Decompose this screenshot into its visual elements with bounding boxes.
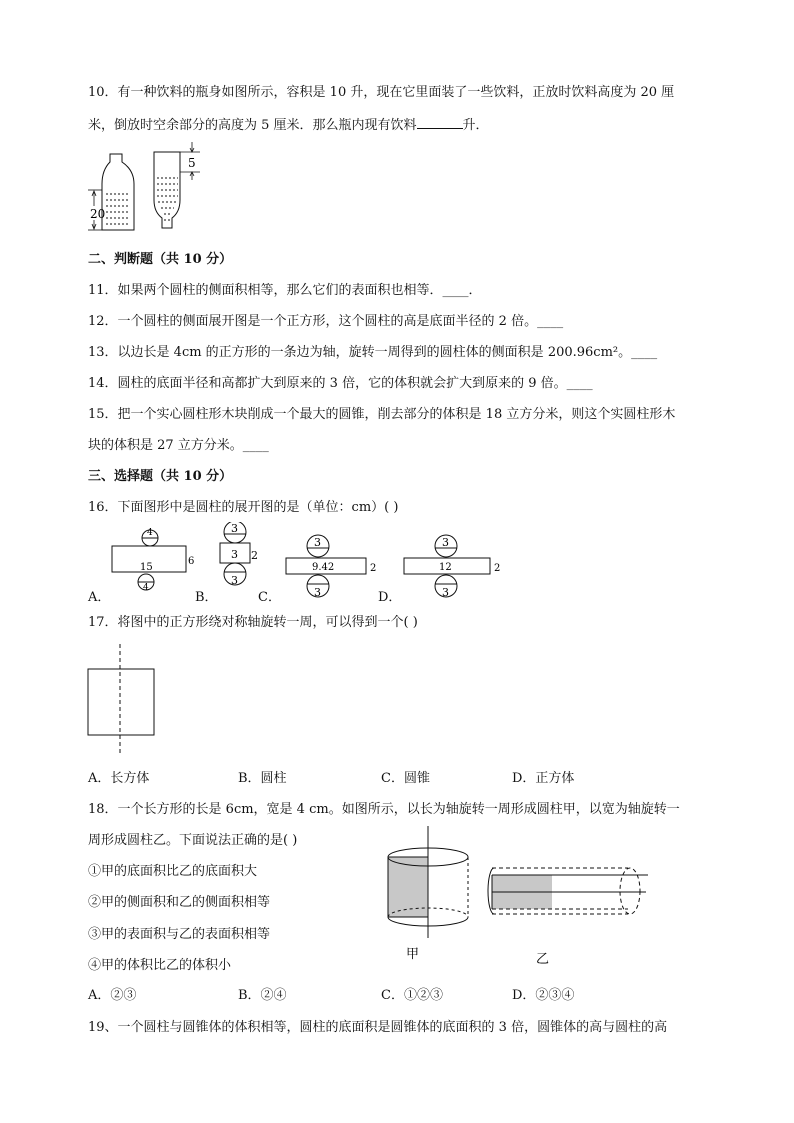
q15-line1: 15．把一个实心圆柱形木块削成一个最大的圆锥，削去部分的体积是 18 立方分米，则这个实圆柱形木: [88, 407, 676, 422]
bottle-figure: [82, 140, 212, 236]
cylinder-yi: [488, 868, 648, 914]
q17: 17．将图中的正方形绕对称轴旋转一周，可以得到一个( ): [88, 615, 418, 630]
q16-fig-d: [404, 535, 500, 599]
q18-cylinders-figure: [378, 824, 648, 972]
svg-text:3: 3: [314, 586, 321, 599]
label-yi: 乙: [536, 952, 550, 967]
svg-text:4: 4: [147, 528, 153, 538]
q16-figures: [84, 522, 524, 608]
section3-title: 三、选择题（共 10 分）: [88, 469, 233, 484]
q18-line2: 周形成圆柱乙。下面说法正确的是( ): [88, 833, 298, 848]
q19: 19、一个圆柱与圆锥体的体积相等，圆柱的底面积是圆锥体的底面积的 3 倍，圆锥体的高与圆柱的高: [88, 1020, 668, 1035]
svg-text:4: 4: [143, 583, 149, 593]
svg-text:3: 3: [442, 586, 449, 599]
q17-square-figure: [84, 644, 164, 756]
svg-text:2: 2: [494, 563, 501, 574]
q16-fig-c: [286, 535, 376, 599]
svg-text:6: 6: [188, 556, 195, 567]
q10-line1: 10．有一种饮料的瓶身如图所示，容积是 10 升，现在它里面装了一些饮料，正放时饮料高度为 20 厘: [88, 85, 675, 100]
q16-fig-b: [220, 522, 258, 587]
q16: 16．下面图形中是圆柱的展开图的是（单位：cm）( ): [88, 500, 399, 515]
q12: 12．一个圆柱的侧面展开图是一个正方形，这个圆柱的高是底面半径的 2 倍。____: [88, 314, 564, 329]
q16-option-a[interactable]: A．: [88, 590, 111, 605]
section2-title: 二、判断题（共 10 分）: [88, 252, 233, 267]
q17-option-a[interactable]: A．长方体: [88, 771, 150, 786]
svg-text:3: 3: [231, 522, 238, 535]
q18-line1: 18．一个长方形的长是 6cm，宽是 4 cm。如图所示，以长为轴旋转一周形成圆柱甲，以宽为轴旋转一: [88, 802, 680, 817]
q18-statement-3: ③甲的表面积与乙的表面积相等: [88, 927, 271, 942]
q17-option-d[interactable]: D．正方体: [512, 771, 575, 786]
q11: 11．如果两个圆柱的侧面积相等，那么它们的表面积也相等．____．: [88, 283, 482, 298]
q10-answer-blank[interactable]: [417, 115, 463, 129]
label-jia: 甲: [406, 947, 420, 962]
q17-option-c[interactable]: C．圆锥: [381, 771, 430, 786]
q17-option-b[interactable]: B．圆柱: [238, 771, 287, 786]
q15-line2: 块的体积是 27 立方分米。____: [88, 438, 269, 453]
q10-line2: [88, 115, 489, 135]
q14: 14．圆柱的底面半径和高都扩大到原来的 3 倍，它的体积就会扩大到原来的 9 倍。____: [88, 376, 593, 391]
svg-text:12: 12: [439, 562, 452, 573]
svg-text:2: 2: [251, 549, 258, 562]
q10-line2-pre: 米，倒放时空余部分的高度为 5 厘米．那么瓶内现有饮料: [88, 118, 417, 133]
svg-text:3: 3: [231, 548, 238, 561]
svg-text:3: 3: [442, 536, 449, 549]
cylinder-jia: [388, 826, 468, 938]
svg-text:3: 3: [314, 536, 321, 549]
q18-statement-2: ②甲的侧面积和乙的侧面积相等: [88, 895, 271, 910]
q18-option-d[interactable]: D．②③④: [512, 988, 575, 1003]
svg-text:15: 15: [140, 562, 153, 573]
q16-option-c[interactable]: C．: [258, 590, 281, 605]
q18-statement-4: ④甲的体积比乙的体积小: [88, 958, 232, 973]
svg-text:3: 3: [231, 574, 238, 587]
q18-option-a[interactable]: A．②③: [88, 988, 137, 1003]
q16-option-b[interactable]: B．: [195, 590, 218, 605]
label-20: 20: [90, 207, 106, 221]
q18-statement-1: ①甲的底面积比乙的底面积大: [88, 864, 258, 879]
q16-option-d[interactable]: D．: [378, 590, 402, 605]
q18-option-b[interactable]: B．②④: [238, 988, 287, 1003]
q16-fig-a: [112, 528, 194, 593]
svg-text:2: 2: [370, 563, 377, 574]
label-5: 5: [188, 156, 196, 170]
q10-line2-post: 升．: [462, 118, 489, 133]
q18-option-c[interactable]: C．①②③: [381, 988, 443, 1003]
svg-text:9.42: 9.42: [312, 562, 335, 573]
q13: 13．以边长是 4cm 的正方形的一条边为轴，旋转一周得到的圆柱体的侧面积是 200.96cm²。____: [88, 345, 658, 360]
